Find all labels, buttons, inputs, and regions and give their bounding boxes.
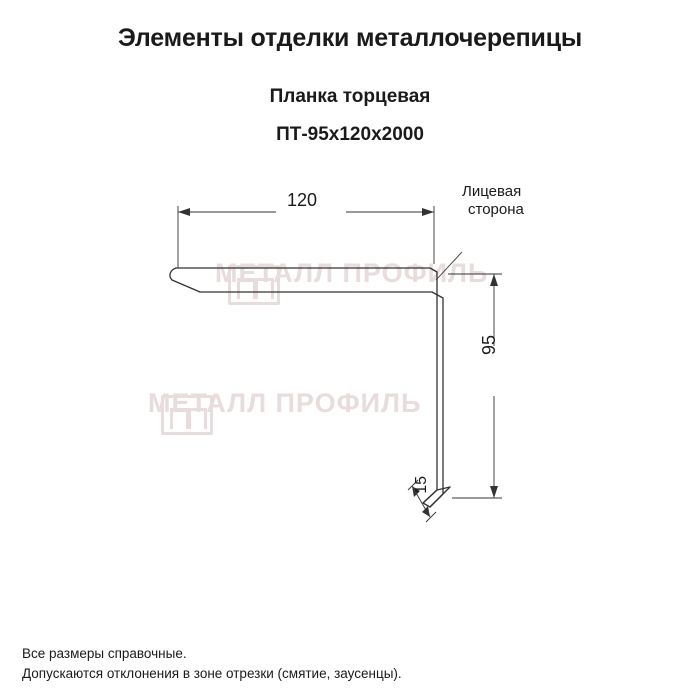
arrow-95-top — [490, 274, 498, 286]
footer-note-2: Допускаются отклонения в зоне отрезки (смятие, заусенцы). — [22, 666, 402, 681]
arrow-95-bottom — [490, 486, 498, 498]
technical-drawing — [0, 160, 700, 560]
page-title: Элементы отделки металлочерепицы — [117, 24, 583, 52]
watermark-text-bottom: МЕТАЛЛ ПРОФИЛЬ — [148, 388, 422, 418]
profile-left-hook — [170, 268, 200, 292]
footer-note-1: Все размеры справочные. — [22, 646, 187, 661]
profile-outline — [176, 268, 437, 503]
leader-line-face — [436, 252, 462, 280]
dimension-label-lip: 15 — [413, 476, 430, 494]
dimension-label-height: 95 — [479, 335, 499, 356]
arrow-120-right — [422, 208, 434, 216]
profile-lip-bottom — [430, 487, 450, 507]
face-label-line2: сторона — [468, 201, 524, 218]
footer-notes — [22, 644, 402, 684]
profile-inner-leg — [423, 292, 443, 507]
face-label-line1: Лицевая — [462, 183, 522, 200]
arrow-120-left — [178, 208, 190, 216]
product-name: Планка торцевая — [269, 86, 431, 107]
watermark-text-top: МЕТАЛЛ ПРОФИЛЬ — [215, 258, 489, 288]
product-code: ПТ-95х120х2000 — [276, 124, 424, 145]
dimension-label-width: 120 — [287, 190, 318, 210]
arrow-15-bottom — [422, 506, 430, 517]
